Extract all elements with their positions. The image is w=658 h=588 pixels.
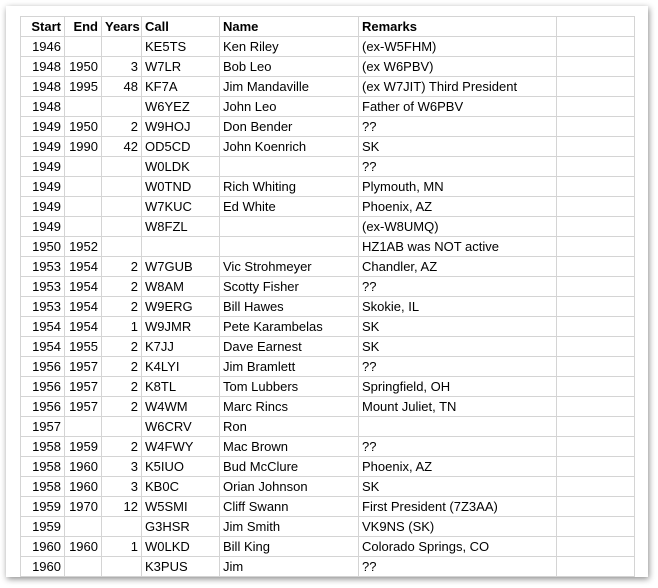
cell-start[interactable]: 1949 <box>21 197 65 217</box>
cell-start[interactable]: 1956 <box>21 397 65 417</box>
table-row <box>21 97 635 117</box>
cell-empty[interactable] <box>557 357 635 377</box>
cell-end[interactable] <box>65 557 102 577</box>
header-years[interactable]: Years <box>102 17 142 37</box>
cell-call[interactable]: W0LKD <box>142 537 220 557</box>
cell-end[interactable]: 1950 <box>65 57 102 77</box>
cell-empty[interactable] <box>557 537 635 557</box>
cell-start[interactable]: 1953 <box>21 297 65 317</box>
cell-start[interactable]: 1958 <box>21 437 65 457</box>
cell-call[interactable]: W9ERG <box>142 297 220 317</box>
cell-end[interactable] <box>65 157 102 177</box>
header-call[interactable]: Call <box>142 17 220 37</box>
cell-years[interactable] <box>102 557 142 577</box>
cell-name[interactable]: Ron <box>220 417 359 437</box>
cell-name[interactable]: Ken Riley <box>220 37 359 57</box>
cell-name[interactable]: Jim <box>220 557 359 577</box>
table-row <box>21 117 635 137</box>
cell-remarks[interactable]: (ex-W5FHM) <box>359 37 557 57</box>
cell-call[interactable]: W4WM <box>142 397 220 417</box>
cell-end[interactable]: 1960 <box>65 537 102 557</box>
cell-name[interactable]: Bill Hawes <box>220 297 359 317</box>
cell-start[interactable]: 1948 <box>21 97 65 117</box>
cell-years[interactable]: 1 <box>102 537 142 557</box>
cell-end[interactable] <box>65 177 102 197</box>
cell-name[interactable]: Scotty Fisher <box>220 277 359 297</box>
cell-call[interactable]: KB0C <box>142 477 220 497</box>
cell-end[interactable]: 1954 <box>65 297 102 317</box>
cell-years[interactable]: 2 <box>102 277 142 297</box>
cell-empty[interactable] <box>557 177 635 197</box>
table-row <box>21 497 635 517</box>
cell-empty[interactable] <box>557 317 635 337</box>
cell-years[interactable] <box>102 197 142 217</box>
cell-end[interactable]: 1960 <box>65 457 102 477</box>
cell-remarks[interactable]: SK <box>359 337 557 357</box>
cell-end[interactable]: 1957 <box>65 377 102 397</box>
cell-end[interactable]: 1995 <box>65 77 102 97</box>
cell-call[interactable]: K8TL <box>142 377 220 397</box>
table-row <box>21 137 635 157</box>
table-row <box>21 277 635 297</box>
cell-years[interactable] <box>102 157 142 177</box>
table-row <box>21 357 635 377</box>
cell-remarks[interactable]: Skokie, IL <box>359 297 557 317</box>
cell-empty[interactable] <box>557 437 635 457</box>
cell-name[interactable]: Cliff Swann <box>220 497 359 517</box>
cell-start[interactable]: 1954 <box>21 317 65 337</box>
spreadsheet <box>6 6 648 577</box>
cell-empty[interactable] <box>557 397 635 417</box>
header-end[interactable]: End <box>65 17 102 37</box>
cell-name[interactable]: Marc Rincs <box>220 397 359 417</box>
cell-years[interactable] <box>102 37 142 57</box>
cell-years[interactable]: 12 <box>102 497 142 517</box>
cell-remarks[interactable]: HZ1AB was NOT active <box>359 237 557 257</box>
cell-empty[interactable] <box>557 257 635 277</box>
cell-end[interactable]: 1957 <box>65 397 102 417</box>
cell-years[interactable]: 1 <box>102 317 142 337</box>
cell-remarks[interactable]: ?? <box>359 557 557 577</box>
cell-start[interactable]: 1956 <box>21 377 65 397</box>
cell-end[interactable]: 1960 <box>65 477 102 497</box>
cell-name[interactable]: Vic Strohmeyer <box>220 257 359 277</box>
cell-end[interactable] <box>65 217 102 237</box>
cell-start[interactable]: 1950 <box>21 237 65 257</box>
cell-years[interactable]: 2 <box>102 257 142 277</box>
cell-name[interactable]: Bill King <box>220 537 359 557</box>
cell-name[interactable]: Pete Karambelas <box>220 317 359 337</box>
cell-call[interactable]: W7GUB <box>142 257 220 277</box>
cell-start[interactable]: 1953 <box>21 257 65 277</box>
table-row <box>21 217 635 237</box>
cell-end[interactable]: 1954 <box>65 317 102 337</box>
cell-years[interactable]: 2 <box>102 377 142 397</box>
cell-start[interactable]: 1960 <box>21 557 65 577</box>
cell-end[interactable] <box>65 417 102 437</box>
cell-start[interactable]: 1949 <box>21 177 65 197</box>
cell-name[interactable]: Orian Johnson <box>220 477 359 497</box>
cell-empty[interactable] <box>557 477 635 497</box>
cell-end[interactable]: 1954 <box>65 277 102 297</box>
cell-start[interactable]: 1949 <box>21 217 65 237</box>
cell-call[interactable]: K7JJ <box>142 337 220 357</box>
cell-name[interactable]: Jim Bramlett <box>220 357 359 377</box>
cell-start[interactable]: 1949 <box>21 157 65 177</box>
table-row <box>21 37 635 57</box>
cell-empty[interactable] <box>557 457 635 477</box>
cell-remarks[interactable]: (ex-W8UMQ) <box>359 217 557 237</box>
cell-start[interactable]: 1959 <box>21 497 65 517</box>
cell-start[interactable]: 1948 <box>21 57 65 77</box>
cell-name[interactable]: Rich Whiting <box>220 177 359 197</box>
cell-end[interactable]: 1955 <box>65 337 102 357</box>
table-row <box>21 157 635 177</box>
table-row <box>21 517 635 537</box>
table-row <box>21 377 635 397</box>
cell-remarks[interactable]: Phoenix, AZ <box>359 197 557 217</box>
table-row <box>21 557 635 577</box>
header-remarks[interactable]: Remarks <box>359 17 557 37</box>
cell-remarks[interactable]: VK9NS (SK) <box>359 517 557 537</box>
cell-start[interactable]: 1960 <box>21 537 65 557</box>
cell-remarks[interactable]: (ex W7JIT) Third President <box>359 77 557 97</box>
table-row <box>21 477 635 497</box>
cell-call[interactable]: W5SMI <box>142 497 220 517</box>
cell-start[interactable]: 1948 <box>21 77 65 97</box>
cell-call[interactable]: KE5TS <box>142 37 220 57</box>
cell-remarks[interactable]: Colorado Springs, CO <box>359 537 557 557</box>
cell-name[interactable]: Jim Mandaville <box>220 77 359 97</box>
cell-name[interactable]: John Koenrich <box>220 137 359 157</box>
cell-remarks[interactable]: Plymouth, MN <box>359 177 557 197</box>
cell-remarks[interactable]: ?? <box>359 357 557 377</box>
cell-call[interactable]: W0TND <box>142 177 220 197</box>
cell-start[interactable]: 1954 <box>21 337 65 357</box>
header-row <box>21 17 635 37</box>
header-start[interactable]: Start <box>21 17 65 37</box>
cell-remarks[interactable]: SK <box>359 137 557 157</box>
table-row <box>21 77 635 97</box>
cell-call[interactable]: OD5CD <box>142 137 220 157</box>
cell-empty[interactable] <box>557 157 635 177</box>
table-row <box>21 237 635 257</box>
cell-remarks[interactable]: First President (7Z3AA) <box>359 497 557 517</box>
cell-end[interactable] <box>65 197 102 217</box>
cell-start[interactable]: 1958 <box>21 457 65 477</box>
cell-end[interactable]: 1950 <box>65 117 102 137</box>
cell-empty[interactable] <box>557 277 635 297</box>
cell-empty[interactable] <box>557 297 635 317</box>
table-row <box>21 317 635 337</box>
cell-empty[interactable] <box>557 97 635 117</box>
cell-call[interactable]: W7LR <box>142 57 220 77</box>
table-row <box>21 437 635 457</box>
roster-table <box>20 16 635 577</box>
cell-remarks[interactable]: Chandler, AZ <box>359 257 557 277</box>
cell-remarks[interactable]: ?? <box>359 117 557 137</box>
cell-name[interactable] <box>220 237 359 257</box>
cell-end[interactable]: 1959 <box>65 437 102 457</box>
cell-years[interactable] <box>102 417 142 437</box>
cell-remarks[interactable]: ?? <box>359 277 557 297</box>
cell-years[interactable] <box>102 517 142 537</box>
table-row <box>21 537 635 557</box>
table-row <box>21 397 635 417</box>
cell-call[interactable]: G3HSR <box>142 517 220 537</box>
cell-end[interactable] <box>65 37 102 57</box>
cell-years[interactable]: 42 <box>102 137 142 157</box>
cell-years[interactable]: 2 <box>102 297 142 317</box>
cell-remarks[interactable]: Phoenix, AZ <box>359 457 557 477</box>
cell-name[interactable]: Tom Lubbers <box>220 377 359 397</box>
cell-remarks[interactable]: ?? <box>359 437 557 457</box>
cell-call[interactable]: W7KUC <box>142 197 220 217</box>
cell-call[interactable]: W9HOJ <box>142 117 220 137</box>
cell-name[interactable]: Jim Smith <box>220 517 359 537</box>
cell-call[interactable]: W8AM <box>142 277 220 297</box>
cell-call[interactable]: W6YEZ <box>142 97 220 117</box>
cell-end[interactable]: 1954 <box>65 257 102 277</box>
table-row <box>21 257 635 277</box>
table-row <box>21 177 635 197</box>
cell-start[interactable]: 1949 <box>21 117 65 137</box>
header-name[interactable]: Name <box>220 17 359 37</box>
cell-end[interactable] <box>65 517 102 537</box>
cell-empty[interactable] <box>557 377 635 397</box>
cell-empty[interactable] <box>557 217 635 237</box>
cell-name[interactable]: Ed White <box>220 197 359 217</box>
cell-remarks[interactable] <box>359 417 557 437</box>
cell-remarks[interactable]: ?? <box>359 157 557 177</box>
table-row <box>21 57 635 77</box>
cell-name[interactable]: Bud McClure <box>220 457 359 477</box>
cell-name[interactable]: Dave Earnest <box>220 337 359 357</box>
cell-remarks[interactable]: SK <box>359 317 557 337</box>
cell-years[interactable]: 2 <box>102 357 142 377</box>
cell-end[interactable]: 1990 <box>65 137 102 157</box>
cell-call[interactable]: W8FZL <box>142 217 220 237</box>
table-row <box>21 197 635 217</box>
cell-years[interactable]: 2 <box>102 397 142 417</box>
cell-years[interactable] <box>102 217 142 237</box>
cell-call[interactable]: W6CRV <box>142 417 220 437</box>
cell-call[interactable]: K4LYI <box>142 357 220 377</box>
cell-name[interactable]: Mac Brown <box>220 437 359 457</box>
cell-start[interactable]: 1953 <box>21 277 65 297</box>
cell-remarks[interactable]: Springfield, OH <box>359 377 557 397</box>
cell-empty[interactable] <box>557 37 635 57</box>
table-row <box>21 417 635 437</box>
cell-end[interactable] <box>65 97 102 117</box>
cell-start[interactable]: 1958 <box>21 477 65 497</box>
cell-empty[interactable] <box>557 197 635 217</box>
cell-name[interactable] <box>220 157 359 177</box>
cell-end[interactable]: 1970 <box>65 497 102 517</box>
cell-call[interactable] <box>142 237 220 257</box>
cell-call[interactable]: KF7A <box>142 77 220 97</box>
cell-empty[interactable] <box>557 517 635 537</box>
cell-empty[interactable] <box>557 137 635 157</box>
cell-remarks[interactable]: Mount Juliet, TN <box>359 397 557 417</box>
cell-empty[interactable] <box>557 337 635 357</box>
cell-empty[interactable] <box>557 117 635 137</box>
cell-remarks[interactable]: Father of W6PBV <box>359 97 557 117</box>
cell-start[interactable]: 1956 <box>21 357 65 377</box>
table-row <box>21 457 635 477</box>
cell-years[interactable] <box>102 177 142 197</box>
cell-call[interactable]: W0LDK <box>142 157 220 177</box>
cell-remarks[interactable]: SK <box>359 477 557 497</box>
cell-start[interactable]: 1959 <box>21 517 65 537</box>
cell-years[interactable] <box>102 97 142 117</box>
cell-call[interactable]: W9JMR <box>142 317 220 337</box>
table-row <box>21 297 635 317</box>
cell-name[interactable]: Bob Leo <box>220 57 359 77</box>
cell-years[interactable]: 2 <box>102 117 142 137</box>
cell-name[interactable]: Don Bender <box>220 117 359 137</box>
cell-start[interactable]: 1957 <box>21 417 65 437</box>
cell-empty[interactable] <box>557 417 635 437</box>
header-empty[interactable] <box>557 17 635 37</box>
cell-end[interactable]: 1952 <box>65 237 102 257</box>
cell-empty[interactable] <box>557 237 635 257</box>
cell-years[interactable] <box>102 237 142 257</box>
cell-call[interactable]: K3PUS <box>142 557 220 577</box>
cell-call[interactable]: W4FWY <box>142 437 220 457</box>
cell-years[interactable]: 3 <box>102 57 142 77</box>
cell-empty[interactable] <box>557 557 635 577</box>
cell-years[interactable]: 2 <box>102 337 142 357</box>
cell-call[interactable]: K5IUO <box>142 457 220 477</box>
table-row <box>21 337 635 357</box>
cell-years[interactable]: 48 <box>102 77 142 97</box>
cell-empty[interactable] <box>557 77 635 97</box>
cell-start[interactable]: 1949 <box>21 137 65 157</box>
cell-years[interactable]: 2 <box>102 437 142 457</box>
cell-years[interactable]: 3 <box>102 457 142 477</box>
cell-remarks[interactable]: (ex W6PBV) <box>359 57 557 77</box>
cell-empty[interactable] <box>557 57 635 77</box>
cell-name[interactable]: John Leo <box>220 97 359 117</box>
cell-end[interactable]: 1957 <box>65 357 102 377</box>
cell-empty[interactable] <box>557 497 635 517</box>
cell-years[interactable]: 3 <box>102 477 142 497</box>
cell-name[interactable] <box>220 217 359 237</box>
cell-start[interactable]: 1946 <box>21 37 65 57</box>
